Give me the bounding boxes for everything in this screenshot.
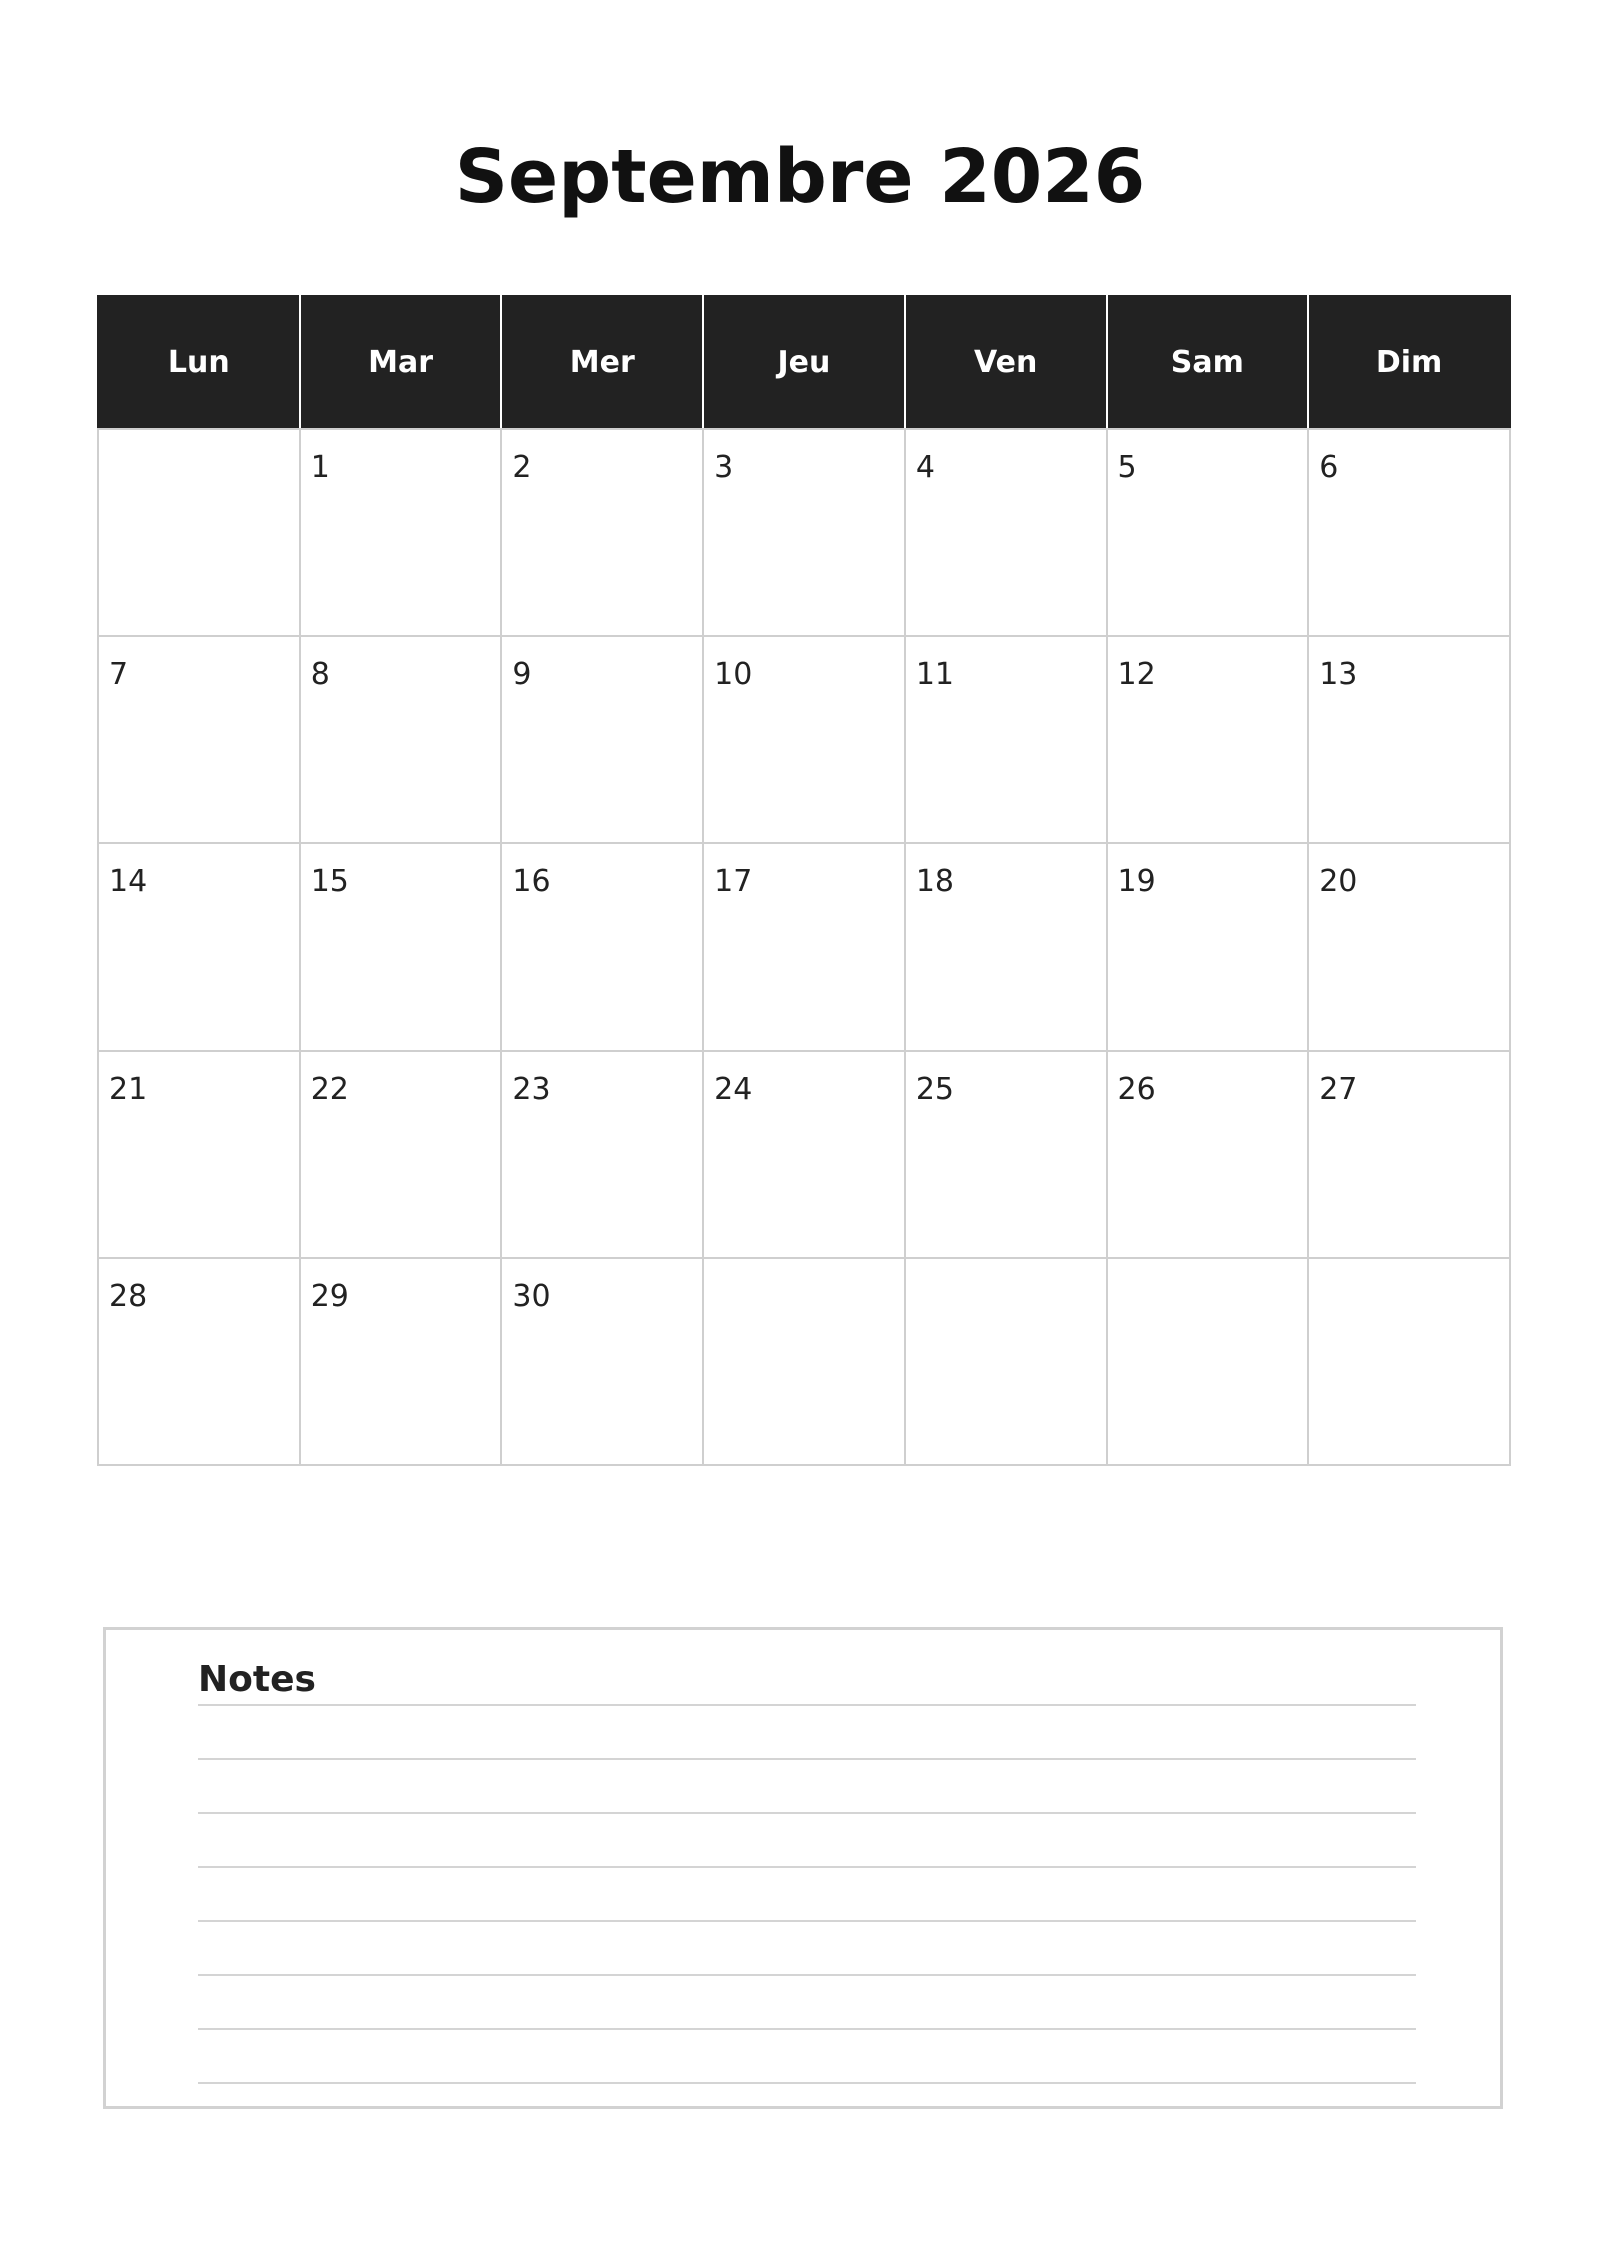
weekday-thursday: Jeu (703, 296, 905, 429)
day-number: 12 (1117, 657, 1156, 693)
day-cell (703, 843, 905, 1050)
day-number: 26 (1117, 1071, 1156, 1107)
day-number: 22 (310, 1071, 349, 1107)
day-cell (300, 636, 502, 843)
day-number: 29 (310, 1278, 349, 1314)
day-cell (501, 1258, 703, 1465)
day-cell (1308, 1051, 1510, 1258)
day-cell (1107, 636, 1309, 843)
day-number (906, 1259, 1106, 1279)
day-number: 23 (512, 1071, 551, 1107)
day-cell (1107, 429, 1309, 636)
notes-line[interactable] (198, 2028, 1416, 2030)
day-cell (905, 429, 1107, 636)
weekday-wednesday: Mer (501, 296, 703, 429)
day-cell (98, 1258, 300, 1465)
day-number: 9 (512, 657, 532, 693)
day-cell (98, 636, 300, 843)
day-number: 7 (109, 657, 129, 693)
week-row (98, 843, 1510, 1050)
day-cell (501, 636, 703, 843)
day-cell (1107, 843, 1309, 1050)
week-row (98, 429, 1510, 636)
weekday-header-row (98, 296, 1510, 429)
weekday-saturday: Sam (1107, 296, 1309, 429)
day-number: 28 (109, 1278, 148, 1314)
calendar-grid (97, 295, 1511, 1466)
notes-line[interactable] (198, 2082, 1416, 2084)
notes-title: Notes (198, 1659, 316, 1700)
day-number: 21 (109, 1071, 148, 1107)
day-cell (98, 1051, 300, 1258)
day-number (1108, 1259, 1308, 1279)
week-row (98, 636, 1510, 843)
day-cell (905, 1258, 1107, 1465)
weekday-monday: Lun (98, 296, 300, 429)
day-number: 20 (1319, 864, 1358, 900)
day-cell (905, 1051, 1107, 1258)
day-number: 10 (714, 657, 753, 693)
day-cell (1308, 429, 1510, 636)
day-number: 5 (1117, 450, 1137, 485)
day-cell (1308, 843, 1510, 1050)
day-number: 2 (512, 450, 532, 485)
day-cell (501, 1051, 703, 1258)
weekday-friday: Ven (905, 296, 1107, 429)
day-number: 18 (915, 864, 954, 900)
day-cell (703, 429, 905, 636)
notes-line[interactable] (198, 1974, 1416, 1976)
day-cell (905, 843, 1107, 1050)
day-cell (905, 636, 1107, 843)
day-cell (300, 429, 502, 636)
day-number: 19 (1117, 864, 1156, 900)
day-number: 15 (310, 864, 349, 900)
day-number: 27 (1319, 1071, 1358, 1107)
day-cell (300, 1051, 502, 1258)
day-cell (1308, 636, 1510, 843)
weekday-sunday: Dim (1308, 296, 1510, 429)
weekday-tuesday: Mar (300, 296, 502, 429)
day-cell (703, 1258, 905, 1465)
day-number: 4 (915, 450, 935, 485)
day-number (704, 1259, 904, 1279)
day-cell (300, 843, 502, 1050)
notes-section (103, 1627, 1503, 2109)
day-cell (703, 636, 905, 843)
day-cell (501, 429, 703, 636)
day-number: 3 (714, 450, 734, 485)
day-cell (98, 843, 300, 1050)
day-number: 25 (915, 1071, 954, 1107)
day-cell (501, 843, 703, 1050)
day-number: 6 (1319, 450, 1339, 485)
week-row (98, 1258, 1510, 1465)
notes-line[interactable] (198, 1812, 1416, 1814)
day-cell (1107, 1258, 1309, 1465)
day-cell (300, 1258, 502, 1465)
day-number: 14 (109, 864, 148, 900)
day-number (1309, 1259, 1509, 1279)
day-cell (703, 1051, 905, 1258)
day-cell (1308, 1258, 1510, 1465)
day-number: 30 (512, 1278, 551, 1314)
day-number: 24 (714, 1071, 753, 1107)
day-number: 8 (310, 657, 330, 693)
notes-line[interactable] (198, 1920, 1416, 1922)
day-cell (1107, 1051, 1309, 1258)
page-title: Septembre 2026 (454, 133, 1146, 220)
day-number: 11 (915, 657, 954, 693)
week-row (98, 1051, 1510, 1258)
notes-line[interactable] (198, 1758, 1416, 1760)
notes-line[interactable] (198, 1866, 1416, 1868)
notes-line[interactable] (198, 1704, 1416, 1706)
day-number: 13 (1319, 657, 1358, 693)
day-cell (98, 429, 300, 636)
day-number: 1 (310, 450, 330, 485)
day-number: 17 (714, 864, 753, 900)
day-number (99, 430, 299, 450)
day-number: 16 (512, 864, 551, 900)
